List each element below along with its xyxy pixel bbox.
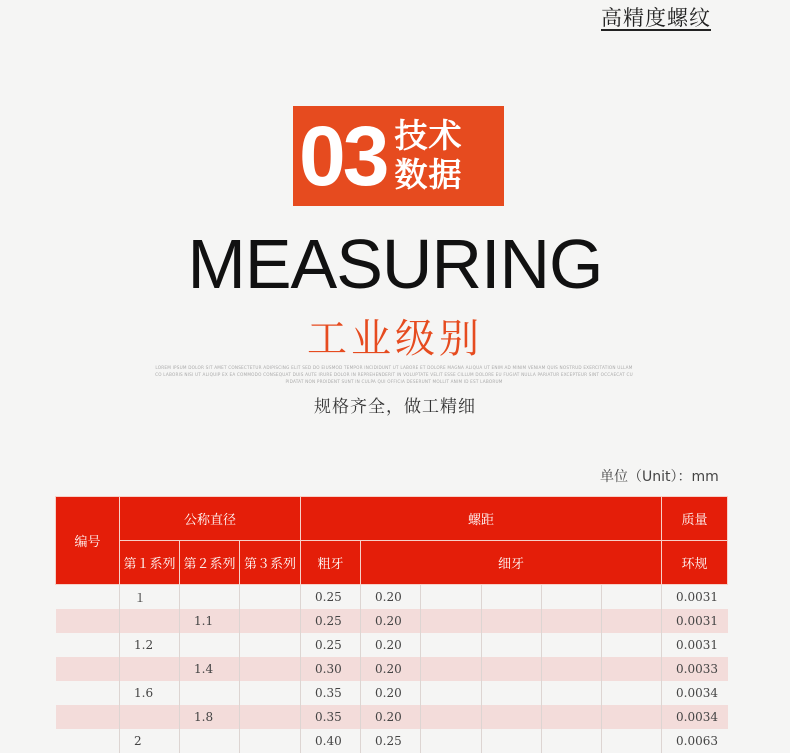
header-series-2: 第２系列 [180,541,240,585]
section-label-line2: 数据 [394,155,463,194]
cell-number [56,729,120,753]
cell-series-3 [240,729,301,753]
cell-fine-3 [482,633,542,657]
cell-series-2 [180,729,240,753]
table-row [56,729,728,753]
cell-series-3 [240,681,301,705]
cell-fine-2 [421,681,482,705]
header-series-3: 第３系列 [240,541,301,585]
cell-coarse: 0.40 [301,729,361,753]
cell-fine-4 [542,729,602,753]
cell-quality: 0.0034 [662,681,728,705]
cell-fine-2 [421,657,482,681]
cell-series-3 [240,585,301,610]
table-row [56,633,728,657]
cell-fine-2 [421,633,482,657]
header-quality: 质量 [662,497,728,541]
cell-fine-4 [542,657,602,681]
cell-series-3 [240,609,301,633]
cell-series-1: １ [120,585,180,610]
cell-fine-2 [421,729,482,753]
cell-coarse: 0.35 [301,705,361,729]
cell-fine-4 [542,681,602,705]
cell-number [56,609,120,633]
subheadline: 工业级别 [307,316,483,362]
cell-series-1: 2 [120,729,180,753]
cell-fine-2 [421,705,482,729]
spec-table [55,496,728,753]
cell-coarse: 0.25 [301,633,361,657]
cell-series-1 [120,609,180,633]
cell-fine: 0.20 [361,657,421,681]
cell-fine-5 [602,729,662,753]
table-row [56,657,728,681]
header-pitch: 螺距 [301,497,662,541]
cell-fine-2 [421,585,482,610]
cell-quality: 0.0031 [662,585,728,610]
cell-series-1: 1.6 [120,681,180,705]
cell-fine-5 [602,681,662,705]
header-coarse: 粗牙 [301,541,361,585]
cell-quality: 0.0033 [662,657,728,681]
cell-fine-4 [542,609,602,633]
top-title: 高精度螺纹 [601,6,711,30]
section-number: 03 [299,109,387,203]
header-fine: 细牙 [361,541,662,585]
cell-series-2 [180,633,240,657]
cell-fine-4 [542,705,602,729]
tagline: 规格齐全，做工精细 [314,397,476,417]
cell-fine: 0.20 [361,609,421,633]
cell-fine: 0.20 [361,633,421,657]
cell-series-1: 1.2 [120,633,180,657]
cell-series-1 [120,705,180,729]
unit-label: 单位（Unit）：mm [600,469,719,485]
cell-fine-3 [482,705,542,729]
cell-fine: 0.20 [361,681,421,705]
cell-series-2: 1.8 [180,705,240,729]
cell-coarse: 0.25 [301,585,361,610]
cell-fine-3 [482,729,542,753]
cell-number [56,585,120,610]
cell-fine-5 [602,585,662,610]
section-label-line1: 技术 [394,116,463,156]
cell-coarse: 0.35 [301,681,361,705]
headline: MEASURING [187,225,603,303]
cell-series-3 [240,705,301,729]
cell-series-2 [180,585,240,610]
cell-fine: 0.20 [361,585,421,610]
cell-number [56,705,120,729]
cell-fine-4 [542,633,602,657]
cell-quality: 0.0034 [662,705,728,729]
header-nominal-diameter: 公称直径 [120,497,301,541]
cell-fine-5 [602,609,662,633]
cell-series-3 [240,633,301,657]
cell-number [56,681,120,705]
cell-series-2: 1.1 [180,609,240,633]
header-series-1: 第１系列 [120,541,180,585]
cell-series-1 [120,657,180,681]
cell-fine-3 [482,657,542,681]
header-ring-gauge: 环规 [662,541,728,585]
cell-quality: 0.0031 [662,633,728,657]
cell-number [56,633,120,657]
cell-fine: 0.20 [361,705,421,729]
cell-fine-5 [602,657,662,681]
cell-quality: 0.0063 [662,729,728,753]
cell-fine-3 [482,609,542,633]
cell-fine-3 [482,585,542,610]
section-badge [293,106,504,206]
cell-series-3 [240,657,301,681]
cell-quality: 0.0031 [662,609,728,633]
table-row [56,609,728,633]
fine-print: LOREM IPSUM DOLOR SIT AMET CONSECTETUR ADIPISCING ELIT SED DO EIUSMOD TEMPOR INCIDIDUNT UT LABORE ET DOLORE MAGNA ALIQUA UT ENIM AD MINIM VENIAM QUIS NOSTRUD EXERCITATION ULLAMCO LABORIS NISI UT ALIQUIP EX EA COMMODO CONSEQUAT DUIS AUTE IRURE DOLOR IN REPREHENDERIT IN VOLUPTATE VELIT ESSE CILLUM DOLORE EU FUGIAT NULLA PARIATUR EXCEPTEUR SINT OCCAECAT CUPIDATAT NON PROIDENT SUNT IN CULPA QUI OFFICIA DESERUNT MOLLIT ANIM ID EST LABORUM [155,365,633,384]
cell-fine-4 [542,585,602,610]
cell-fine-5 [602,705,662,729]
cell-number [56,657,120,681]
table-row [56,705,728,729]
cell-series-2: 1.4 [180,657,240,681]
cell-series-2 [180,681,240,705]
cell-fine: 0.25 [361,729,421,753]
table-row [56,585,728,610]
table-row [56,681,728,705]
header-number: 编号 [56,497,120,585]
section-label [394,117,462,195]
cell-fine-3 [482,681,542,705]
cell-coarse: 0.30 [301,657,361,681]
cell-fine-2 [421,609,482,633]
cell-coarse: 0.25 [301,609,361,633]
cell-fine-5 [602,633,662,657]
